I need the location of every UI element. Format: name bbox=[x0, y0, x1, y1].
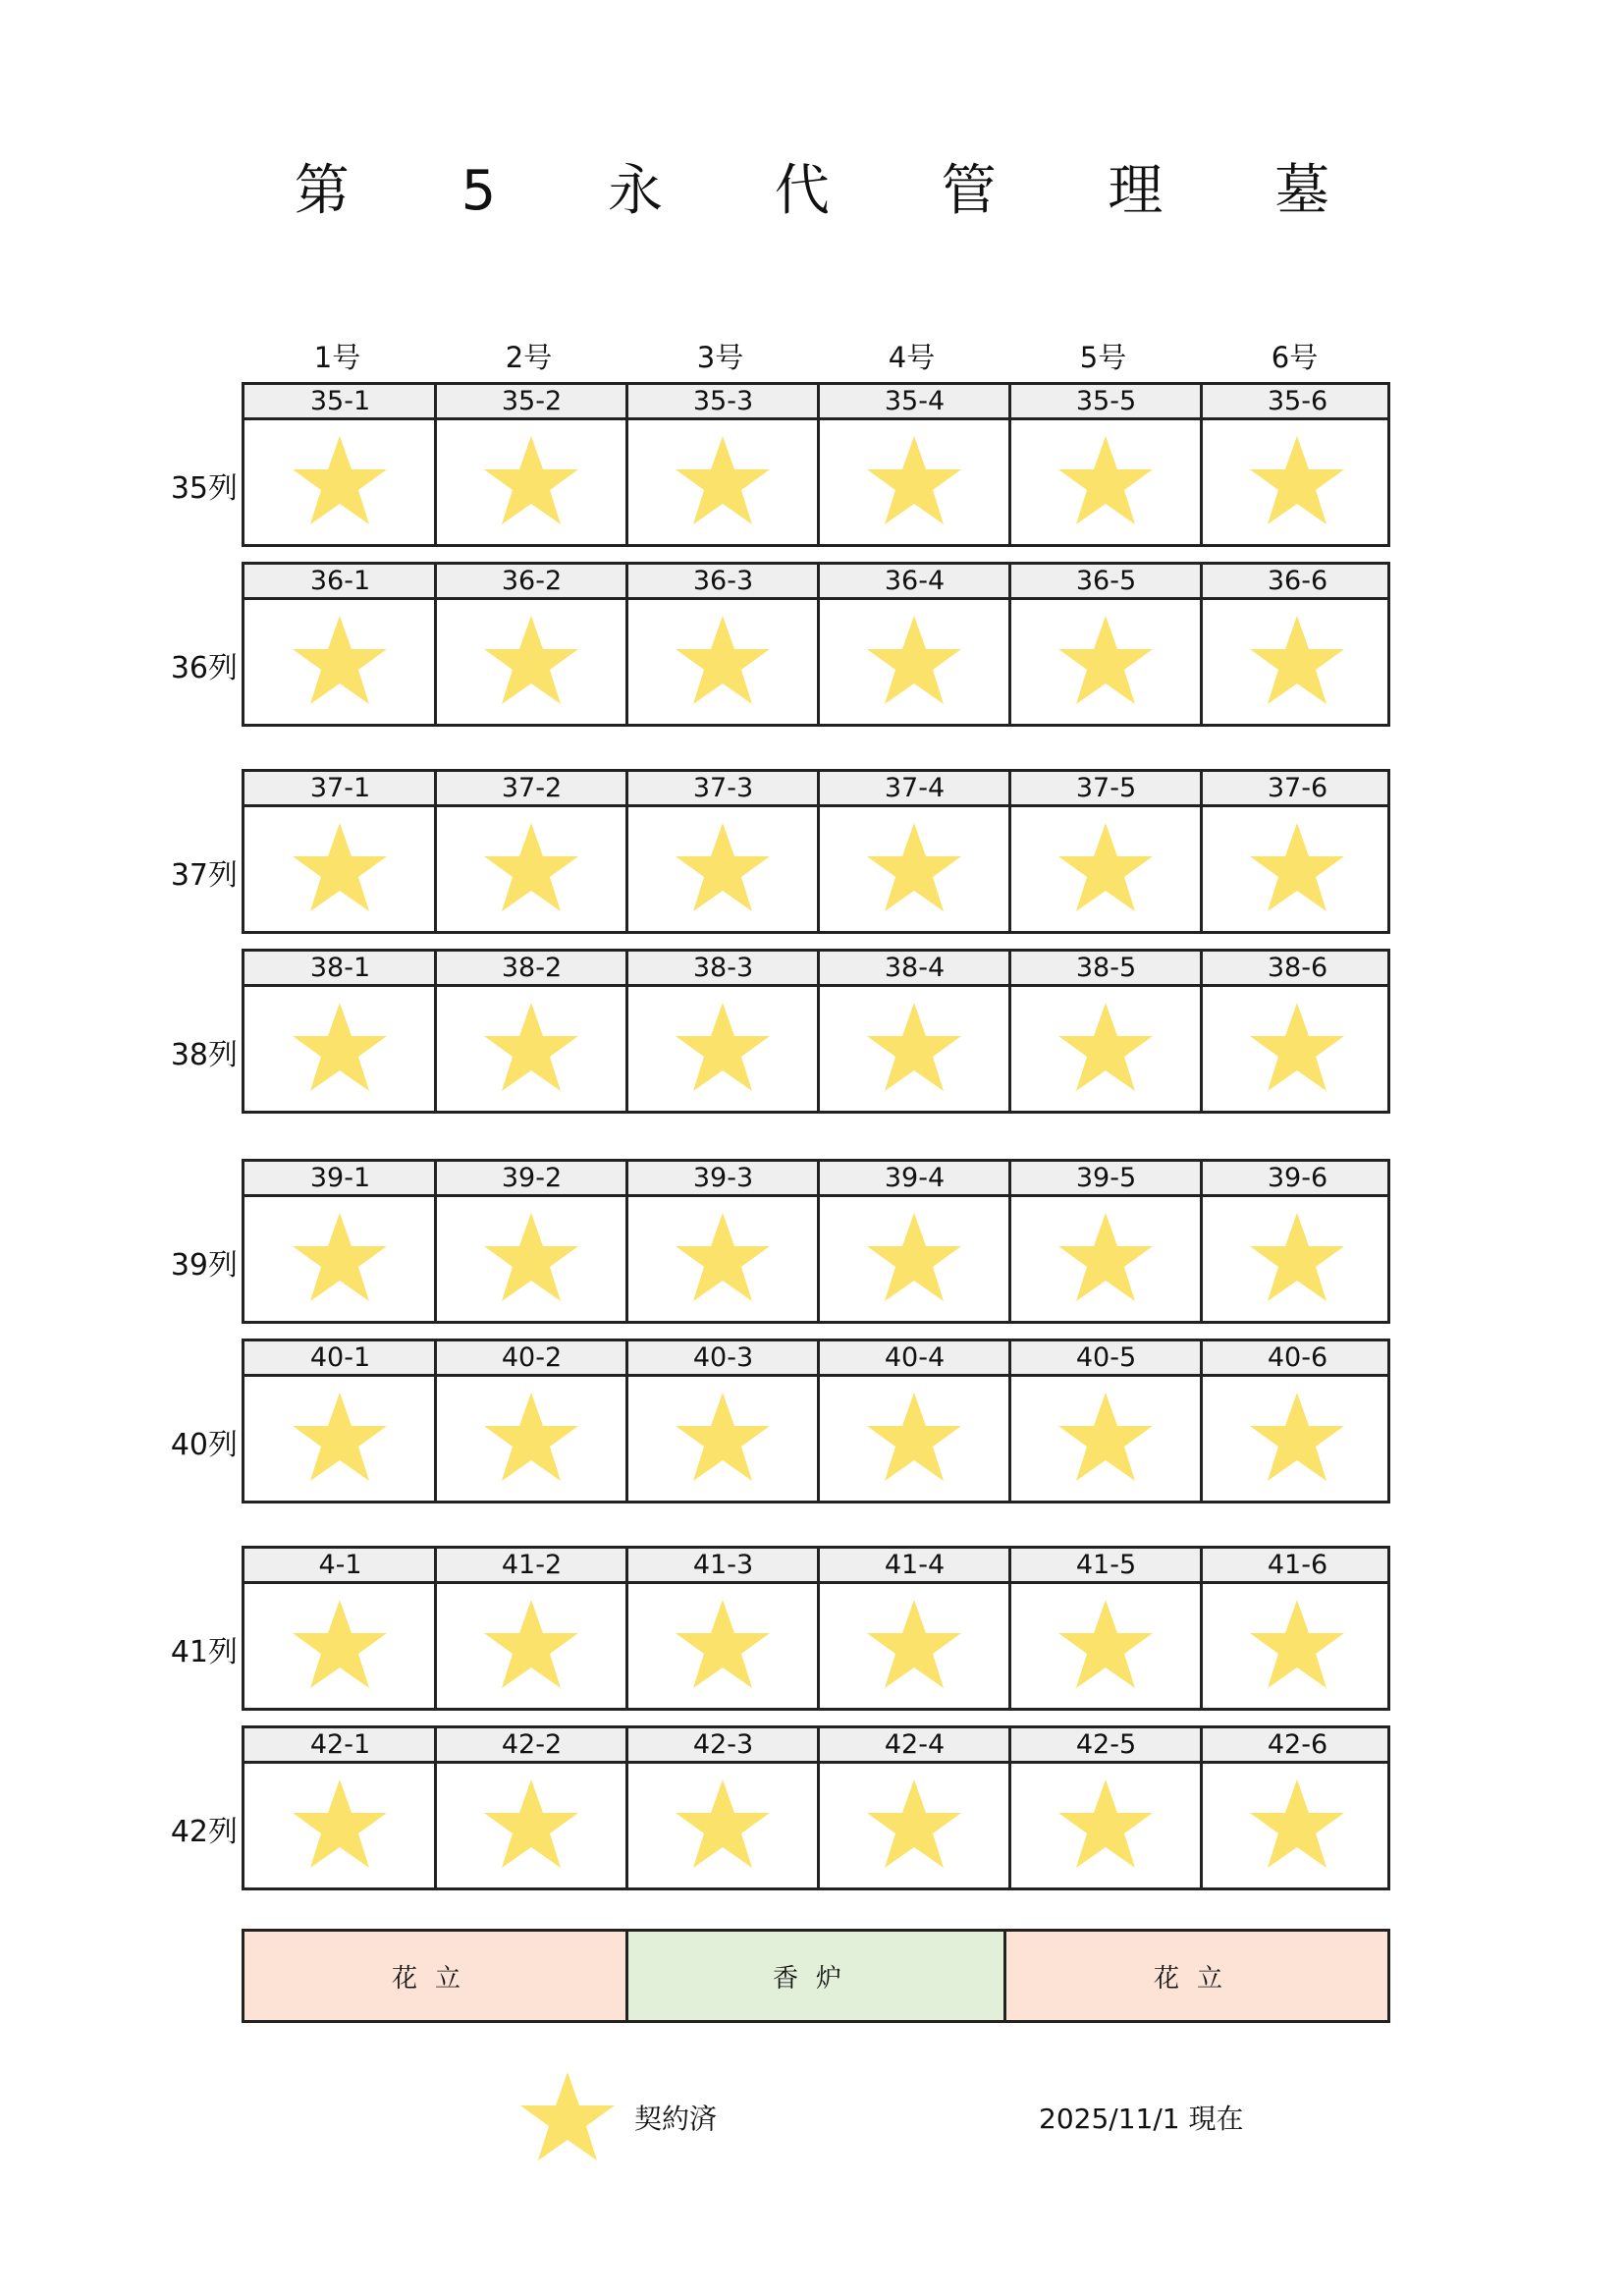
star-icon bbox=[518, 2070, 617, 2162]
star-icon bbox=[1056, 1391, 1155, 1483]
star-icon bbox=[674, 1211, 772, 1303]
row-label: 39列 bbox=[170, 1248, 238, 1283]
plot-number: 39-5 bbox=[1075, 1163, 1137, 1193]
plot-number: 37-1 bbox=[309, 773, 371, 803]
star-icon bbox=[674, 434, 772, 526]
star-icon bbox=[291, 1211, 389, 1303]
star-icon bbox=[291, 614, 389, 706]
plot-number: 40-4 bbox=[884, 1342, 946, 1373]
plot-number: 37-6 bbox=[1267, 773, 1328, 803]
plot-number: 36-6 bbox=[1267, 566, 1328, 596]
plot-number: 38-2 bbox=[501, 953, 563, 983]
plot-number: 41-2 bbox=[501, 1550, 563, 1580]
star-icon bbox=[1248, 1598, 1346, 1690]
column-header-1: 1号 bbox=[313, 341, 361, 374]
plot-number: 37-3 bbox=[692, 773, 754, 803]
plot-number: 41-5 bbox=[1075, 1550, 1137, 1580]
plot-number: 42-5 bbox=[1075, 1729, 1137, 1760]
plot-number: 38-1 bbox=[309, 953, 371, 983]
star-icon bbox=[291, 1391, 389, 1483]
star-icon bbox=[482, 614, 580, 706]
plot-number: 39-3 bbox=[692, 1163, 754, 1193]
altar-strip bbox=[242, 1929, 1390, 2023]
star-icon bbox=[482, 1777, 580, 1870]
plot-number: 35-1 bbox=[309, 386, 371, 416]
as-of-date: 2025/11/1 現在 bbox=[1039, 2103, 1244, 2135]
plot-number: 35-4 bbox=[884, 386, 946, 416]
star-icon bbox=[865, 1211, 963, 1303]
plot-number: 4-1 bbox=[318, 1550, 362, 1580]
flower-stand-left: 花立 bbox=[244, 1932, 625, 2020]
star-icon bbox=[1248, 1211, 1346, 1303]
plot-row bbox=[242, 1546, 1390, 1711]
star-icon bbox=[1248, 434, 1346, 526]
star-icon bbox=[482, 1598, 580, 1690]
plot-row bbox=[242, 382, 1390, 547]
star-icon bbox=[1056, 614, 1155, 706]
star-icon bbox=[674, 821, 772, 913]
star-icon bbox=[1056, 821, 1155, 913]
plot-row bbox=[242, 562, 1390, 727]
star-icon bbox=[1056, 1777, 1155, 1870]
plot-number: 36-4 bbox=[884, 566, 946, 596]
star-icon bbox=[291, 821, 389, 913]
plot-number: 39-6 bbox=[1267, 1163, 1328, 1193]
star-icon bbox=[1248, 1001, 1346, 1093]
row-label: 38列 bbox=[170, 1038, 238, 1072]
star-icon bbox=[482, 434, 580, 526]
plot-number: 39-2 bbox=[501, 1163, 563, 1193]
plot-number: 39-1 bbox=[309, 1163, 371, 1193]
star-icon bbox=[1056, 1001, 1155, 1093]
star-icon bbox=[865, 614, 963, 706]
star-icon bbox=[674, 1777, 772, 1870]
plot-number: 38-4 bbox=[884, 953, 946, 983]
plot-row bbox=[242, 1159, 1390, 1324]
star-icon bbox=[674, 614, 772, 706]
star-icon bbox=[482, 821, 580, 913]
row-label: 41列 bbox=[170, 1635, 238, 1669]
star-icon bbox=[482, 1391, 580, 1483]
star-icon bbox=[291, 1777, 389, 1870]
plot-number: 40-2 bbox=[501, 1342, 563, 1373]
star-icon bbox=[482, 1211, 580, 1303]
star-icon bbox=[1248, 614, 1346, 706]
star-icon bbox=[674, 1001, 772, 1093]
star-icon bbox=[291, 434, 389, 526]
star-icon bbox=[1248, 1777, 1346, 1870]
star-icon bbox=[865, 1001, 963, 1093]
row-label: 35列 bbox=[170, 471, 238, 506]
plot-number: 42-1 bbox=[309, 1729, 371, 1760]
plot-number: 35-6 bbox=[1267, 386, 1328, 416]
legend-label: 契約済 bbox=[634, 2103, 718, 2135]
plot-number: 40-6 bbox=[1267, 1342, 1328, 1373]
star-icon bbox=[865, 1391, 963, 1483]
star-icon bbox=[1248, 821, 1346, 913]
flower-stand-right: 花立 bbox=[1006, 1932, 1387, 2020]
column-header-5: 5号 bbox=[1079, 341, 1127, 374]
plot-number: 41-6 bbox=[1267, 1550, 1328, 1580]
star-icon bbox=[1248, 1391, 1346, 1483]
plot-number: 36-1 bbox=[309, 566, 371, 596]
plot-number: 38-5 bbox=[1075, 953, 1137, 983]
plot-number: 42-4 bbox=[884, 1729, 946, 1760]
page-title: 第 5 永 代 管 理 墓 bbox=[294, 159, 1378, 223]
star-icon bbox=[865, 1598, 963, 1690]
column-header-4: 4号 bbox=[888, 341, 936, 374]
plot-number: 42-2 bbox=[501, 1729, 563, 1760]
row-label: 37列 bbox=[170, 858, 238, 893]
plot-row bbox=[242, 1725, 1390, 1890]
plot-number: 41-4 bbox=[884, 1550, 946, 1580]
star-icon bbox=[1056, 1211, 1155, 1303]
star-icon bbox=[674, 1598, 772, 1690]
plot-number: 35-3 bbox=[692, 386, 754, 416]
plot-number: 42-6 bbox=[1267, 1729, 1328, 1760]
row-label: 36列 bbox=[170, 651, 238, 685]
star-icon bbox=[1056, 1598, 1155, 1690]
plot-row bbox=[242, 949, 1390, 1114]
star-icon bbox=[1056, 434, 1155, 526]
plot-number: 42-3 bbox=[692, 1729, 754, 1760]
row-label: 40列 bbox=[170, 1428, 238, 1462]
plot-number: 36-3 bbox=[692, 566, 754, 596]
plot-number: 35-2 bbox=[501, 386, 563, 416]
row-label: 42列 bbox=[170, 1815, 238, 1849]
plot-number: 35-5 bbox=[1075, 386, 1137, 416]
plot-number: 36-2 bbox=[501, 566, 563, 596]
star-icon bbox=[865, 821, 963, 913]
plot-number: 37-4 bbox=[884, 773, 946, 803]
star-icon bbox=[482, 1001, 580, 1093]
plot-row bbox=[242, 1339, 1390, 1503]
star-icon bbox=[865, 1777, 963, 1870]
column-header-2: 2号 bbox=[505, 341, 553, 374]
plot-number: 40-5 bbox=[1075, 1342, 1137, 1373]
plot-number: 40-1 bbox=[309, 1342, 371, 1373]
plot-number: 41-3 bbox=[692, 1550, 754, 1580]
incense-burner: 香炉 bbox=[625, 1932, 1006, 2020]
star-icon bbox=[291, 1001, 389, 1093]
plot-number: 38-3 bbox=[692, 953, 754, 983]
plot-number: 37-5 bbox=[1075, 773, 1137, 803]
plot-row bbox=[242, 769, 1390, 934]
column-header-3: 3号 bbox=[696, 341, 744, 374]
plot-number: 40-3 bbox=[692, 1342, 754, 1373]
column-header-6: 6号 bbox=[1271, 341, 1319, 374]
plot-number: 39-4 bbox=[884, 1163, 946, 1193]
star-icon bbox=[291, 1598, 389, 1690]
plot-number: 38-6 bbox=[1267, 953, 1328, 983]
star-icon bbox=[865, 434, 963, 526]
plot-number: 37-2 bbox=[501, 773, 563, 803]
star-icon bbox=[674, 1391, 772, 1483]
plot-number: 36-5 bbox=[1075, 566, 1137, 596]
